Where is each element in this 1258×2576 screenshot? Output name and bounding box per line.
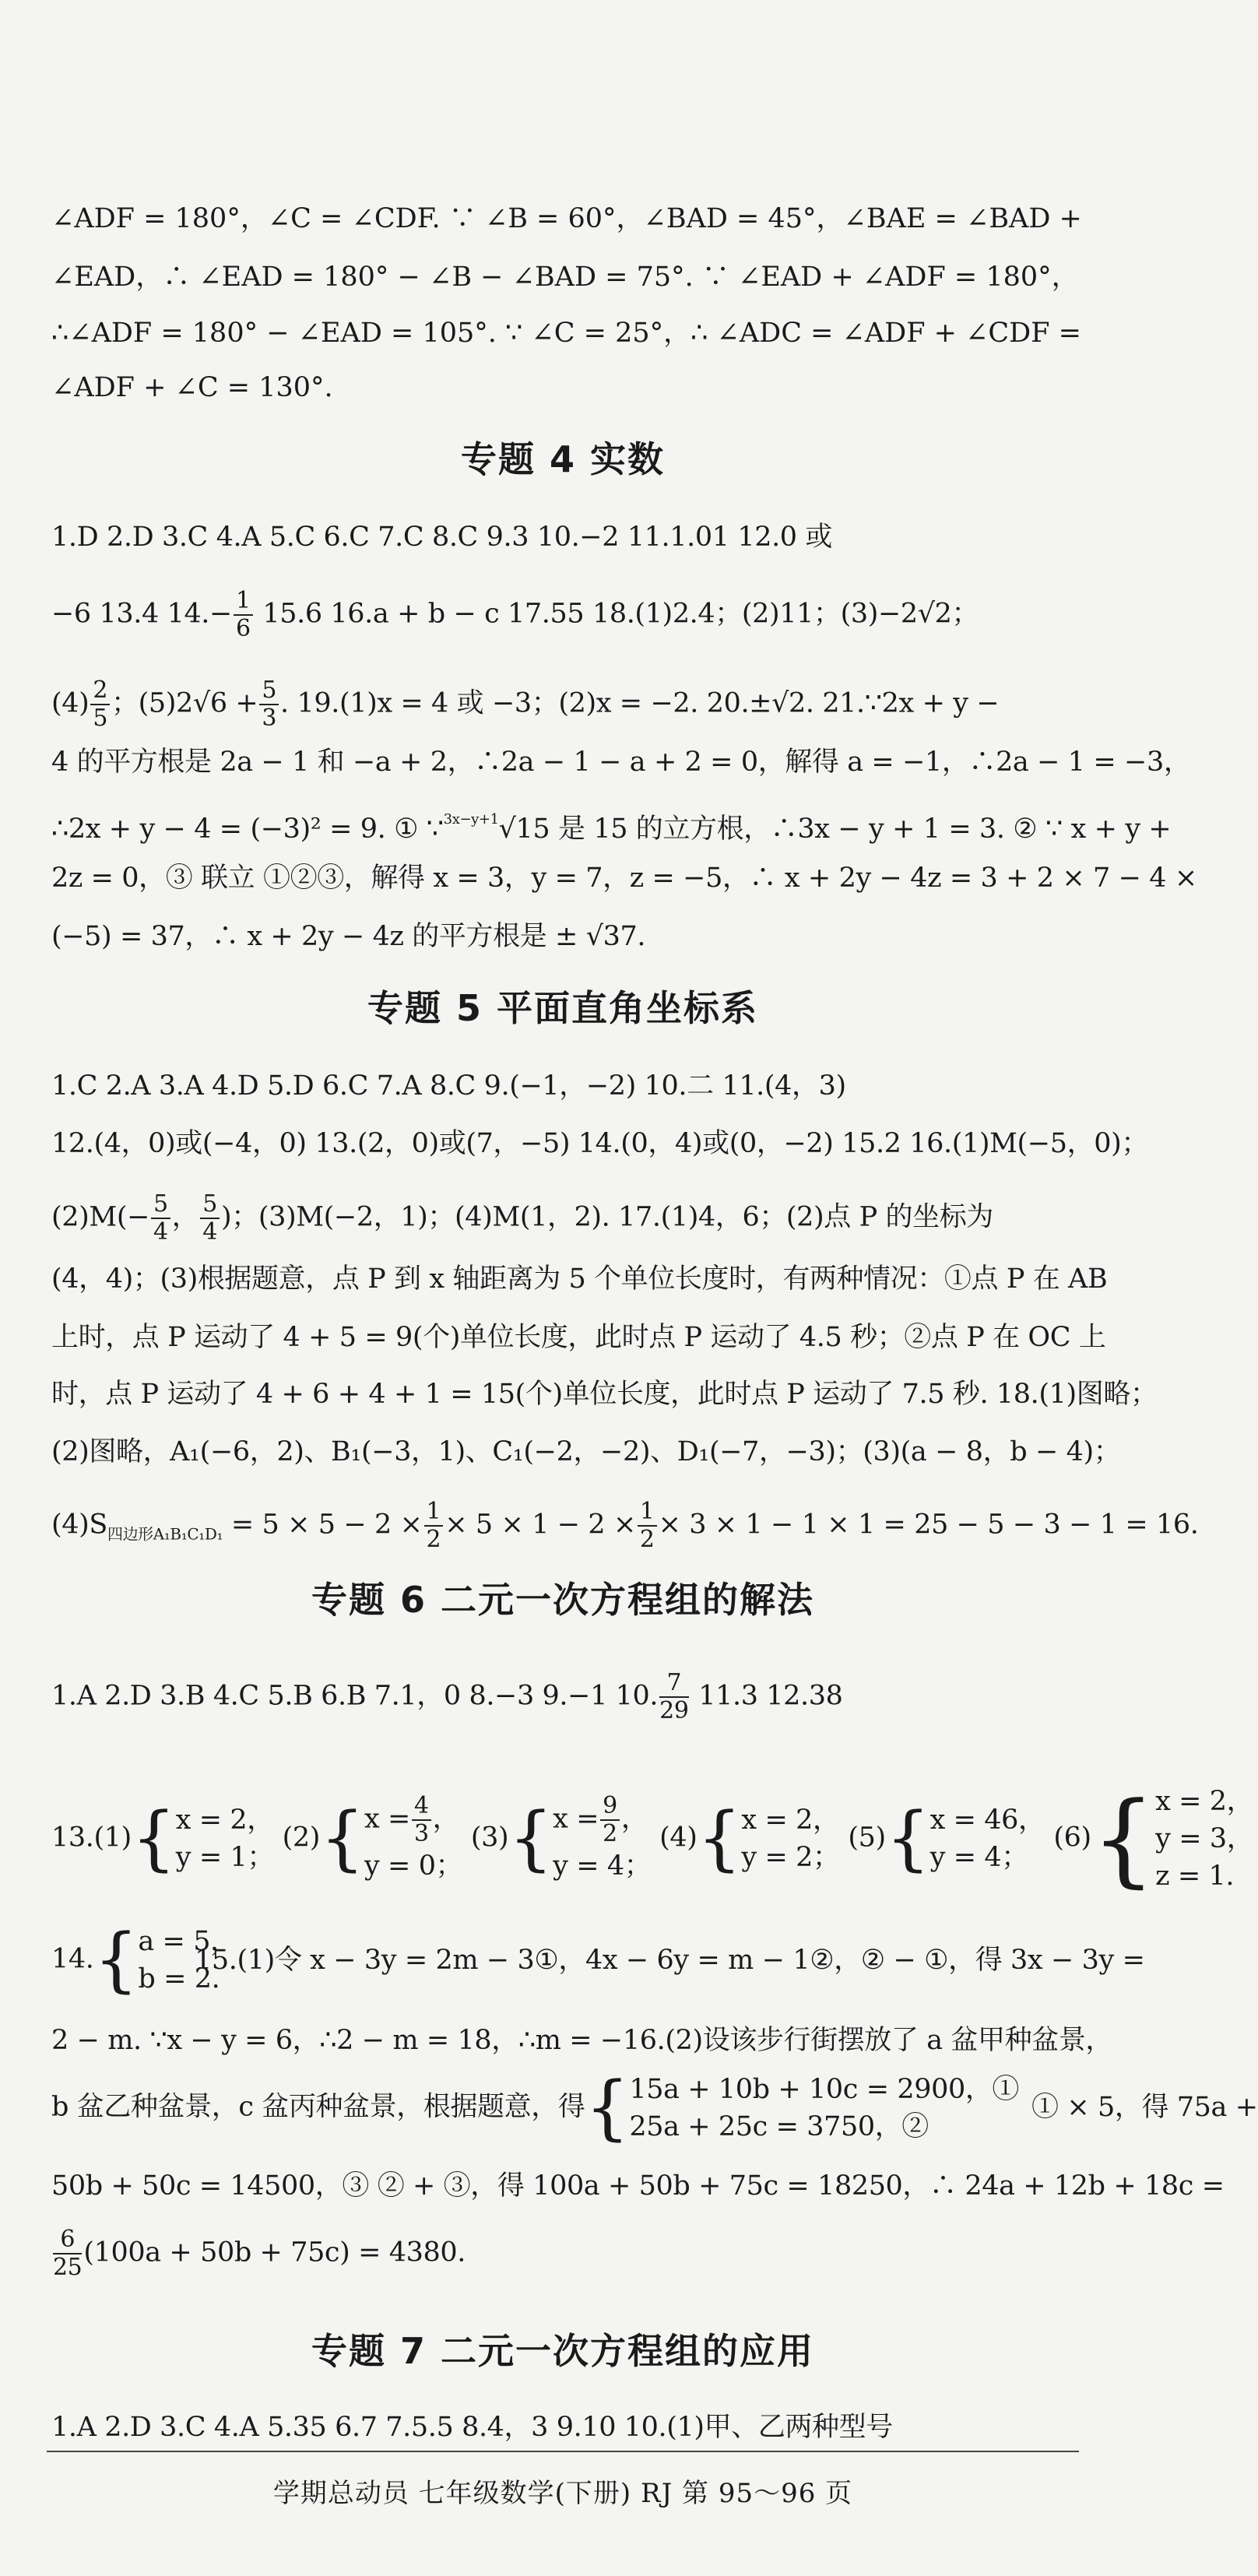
fraction: $\frac{5}{4}$ — [200, 1191, 220, 1246]
text-line: ∴∠ADF = 180° − ∠EAD = 105°. ∵ ∠C = 25°，∴ ∠ADC = ∠ADF + ∠CDF = — [51, 318, 1081, 349]
system: x = 46， y = 4； — [929, 1805, 1045, 1873]
text-line — [51, 802, 1172, 847]
text-line — [51, 1670, 1087, 1724]
text-line: 2 − m. ∵x − y = 6，∴2 − m = 18，∴m = −16.(2)设该步行街摆放了 a 盆甲种盆景， — [51, 2025, 1113, 2056]
text-run: )；(3)M(−2，1)；(4)M(1，2). 17.(1)4，6；(2)点 P 的坐标为 — [220, 1201, 993, 1233]
text-line: (−5) = 37，∴ x + 2y − 4z 的平方根是 ± √37. — [51, 921, 646, 952]
section-heading: 专题 5 平面直角坐标系 — [367, 987, 759, 1029]
text-run: ， — [171, 1201, 199, 1233]
brace: { — [885, 1798, 930, 1879]
text-run: 14. — [51, 1943, 94, 1975]
text-run: × 3 × 1 − 1 × 1 = 25 − 5 − 3 − 1 = 16. — [658, 1509, 1199, 1541]
system: x = 2， y = 2； — [741, 1805, 840, 1873]
system: x = $\frac{9}{2}$ ， y = 4； — [553, 1792, 652, 1882]
text-line: (2)图略，A₁(−6，2)、B₁(−3，1)、C₁(−2，−2)、D₁(−7，−3)；(3)(a − 8，b − 4)； — [51, 1436, 1121, 1467]
text-run: (4) — [51, 687, 90, 719]
fraction: $\frac{1}{2}$ — [424, 1499, 444, 1553]
section-heading: 专题 7 二元一次方程组的应用 — [311, 2330, 815, 2372]
text-run: . 19.(1)x = 4 或 −3；(2)x = −2. 20.±√2. 21.∵2x + y − — [280, 687, 1000, 719]
text-line: (4，4)；(3)根据题意，点 P 到 x 轴距离为 5 个单位长度时，有两种情况：①点 P 在 AB — [51, 1263, 1108, 1295]
text-line — [51, 2226, 1087, 2281]
text-run: (6) — [1053, 1822, 1091, 1854]
text-run: = 5 × 5 − 2 × — [223, 1509, 423, 1541]
text-line: 1.A 2.D 3.C 4.A 5.35 6.7 7.5.5 8.4，3 9.10 10.(1)甲、乙两种型号 — [51, 2412, 893, 2443]
text-run: √15 是 15 的立方根，∴3x − y + 1 = 3. ② ∵ x + y + — [498, 814, 1172, 845]
text-line: 4 的平方根是 2a − 1 和 −a + 2，∴2a − 1 − a + 2 = 0，解得 a = −1，∴2a − 1 = −3， — [51, 747, 1191, 778]
text-run: (5) — [848, 1822, 886, 1854]
system: x = $\frac{4}{3}$ ， y = 0； — [364, 1792, 463, 1882]
system: x = 2， y = 3， z = 1. — [1155, 1786, 1254, 1892]
text-line: 12.(4，0)或(−4，0) 13.(2，0)或(7，−5) 14.(0，4)或(0，−2) 15.2 16.(1)M(−5，0)； — [51, 1128, 1148, 1159]
text-run: × 5 × 1 − 2 × — [445, 1509, 636, 1541]
text-run: 15.6 16.a + b − c 17.55 18.(1)2.4；(2)11；(3)−2√2； — [254, 598, 979, 630]
fraction: $\frac{5}{3}$ — [259, 677, 279, 732]
text-run: 11.3 12.38 — [690, 1680, 843, 1712]
text-line: ∠ADF + ∠C = 130°. — [51, 372, 333, 403]
fraction: $\frac{6}{25}$ — [53, 2226, 83, 2281]
brace: { — [93, 1919, 139, 2001]
brace: { — [585, 2067, 630, 2149]
system: x = 2， y = 1； — [175, 1805, 274, 1873]
text-run: ；(5)2√6 + — [111, 687, 258, 719]
text-run: 13.(1) — [51, 1822, 132, 1854]
text-line: 1.D 2.D 3.C 4.A 5.C 6.C 7.C 8.C 9.3 10.−2 11.1.01 12.0 或 — [51, 522, 832, 553]
text-run: (3) — [470, 1822, 509, 1854]
text-line — [51, 588, 1087, 642]
page-footer: 学期总动员 七年级数学(下册) RJ 第 95～96 页 — [272, 2478, 853, 2509]
superscript: 3x−y+1 — [443, 811, 499, 828]
brace: { — [320, 1798, 364, 1879]
text-line: 15.(1)令 x − 3y = 2m − 3①，4x − 6y = m − 1②，② − ①，得 3x − 3y = — [195, 1945, 1145, 1976]
text-run: (2)M(− — [51, 1201, 149, 1233]
text-run: (100a + 50b + 75c) = 4380. — [83, 2237, 466, 2268]
text-line: ∠ADF = 180°，∠C = ∠CDF. ∵ ∠B = 60°，∠BAD = 45°，∠BAE = ∠BAD + — [51, 203, 1082, 234]
fraction: $\frac{1}{6}$ — [234, 588, 253, 642]
text-run: ∴2x + y − 4 = (−3)² = 9. ① ∵ — [51, 814, 444, 845]
text-run: (4) — [659, 1822, 698, 1854]
subscript: 四边形A₁B₁C₁D₁ — [107, 1524, 223, 1544]
section-heading: 专题 4 实数 — [460, 438, 666, 480]
text-line: 时，点 P 运动了 4 + 6 + 4 + 1 = 15(个)单位长度，此时点 P 运动了 7.5 秒. 18.(1)图略； — [51, 1379, 1158, 1410]
text-line — [51, 1498, 1199, 1553]
text-run: −6 13.4 14.− — [51, 598, 232, 630]
text-run: b 盆乙种盆景，c 盆丙种盆景，根据题意，得 — [51, 2091, 585, 2123]
text-line — [51, 1191, 1087, 1246]
fraction: $\frac{2}{5}$ — [90, 677, 110, 732]
text-run: 1.A 2.D 3.B 4.C 5.B 6.B 7.1，0 8.−3 9.−1 10. — [51, 1680, 659, 1712]
text-line — [51, 2067, 1258, 2149]
footer-divider — [47, 2451, 1079, 2452]
text-line: 2z = 0，③ 联立 ①②③，解得 x = 3，y = 7，z = −5，∴ x + 2y − 4z = 3 + 2 × 7 − 4 × — [51, 863, 1197, 894]
text-run: ① × 5，得 75a + — [1031, 2091, 1258, 2123]
text-line — [51, 677, 1087, 732]
text-line: 上时，点 P 运动了 4 + 5 = 9(个)单位长度，此时点 P 运动了 4.5 秒；②点 P 在 OC 上 — [51, 1322, 1106, 1353]
fraction: $\frac{1}{2}$ — [638, 1499, 657, 1553]
brace: { — [1091, 1780, 1156, 1898]
fraction: $\frac{5}{4}$ — [151, 1191, 170, 1246]
brace: { — [508, 1798, 553, 1879]
brace: { — [131, 1798, 176, 1879]
text-line: 50b + 50c = 14500，③ ② + ③，得 100a + 50b + 75c = 18250，∴ 24a + 12b + 18c = — [51, 2170, 1225, 2202]
text-line: 1.C 2.A 3.A 4.D 5.D 6.C 7.A 8.C 9.(−1，−2) 10.二 11.(4，3) — [51, 1070, 846, 1102]
text-run: (4)S — [51, 1509, 107, 1541]
text-run: (2) — [282, 1822, 321, 1854]
systems-line — [51, 1780, 1254, 1898]
system: 15a + 10b + 10c = 2900，① 25a + 25c = 3750，② — [629, 2074, 1020, 2142]
text-line: ∠EAD，∴ ∠EAD = 180° − ∠B − ∠BAD = 75°. ∵ ∠EAD + ∠ADF = 180°， — [51, 262, 1079, 293]
section-heading: 专题 6 二元一次方程组的解法 — [311, 1579, 815, 1621]
system: a = 5， b = 2. — [138, 1926, 237, 1994]
fraction: $\frac{7}{29}$ — [659, 1669, 689, 1724]
brace: { — [697, 1798, 742, 1879]
